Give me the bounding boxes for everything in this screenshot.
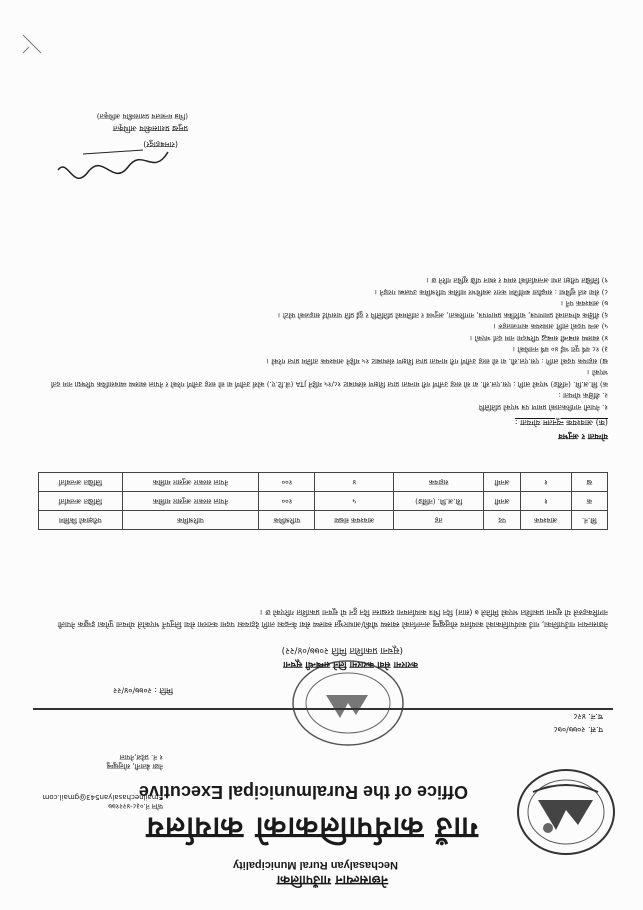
notice-subtitle: (सूचना प्रकाशित मिति २०७७/०४/२२) bbox=[281, 645, 403, 655]
table-row bbox=[39, 473, 608, 492]
list-item: ९) लिखित परीक्षा तथा अन्तर्वार्ताको समय र स्थान पछि सूचित गरिने छ । bbox=[426, 276, 608, 285]
list-item: ५) अन्य पदको लागि आवश्यक कागजातहरु । bbox=[493, 322, 608, 331]
table-cell: क bbox=[571, 492, 607, 511]
table-header-cell: पद bbox=[484, 511, 521, 530]
header-divider bbox=[33, 708, 613, 710]
list-item: ख) सहायक पदको लागि : एस.एल.सी. वा सो सरह उत्तीर्ण गरी मान्यता प्राप्त शिक्षण संस्थाबाट १५ महिने आवश्यक तालिम प्राप्त गरेको । bbox=[266, 357, 608, 365]
notice-paragraph: नेछासल्यान गाउँपालिका, गाउँ कार्यपालिकाको कार्यालय सोलुखुम्बु अन्तर्गतको स्वास्थ्य चौकी/आधारभूत स्वास्थ्य सेवा केन्द्रका लागि देहायका पदमा करारमा सेवा लिनुपर्ने भएकोले योग्यता पुगेका इच्छुक नेपाली नागरिकहरुले यो सूचना प्रकाशित भएको मितिले ७ (सात) दिन भित्र कार्यालयमा दरखास्त दिन हुन यो सूचना प्रकाशित गरिएको छ । bbox=[57, 608, 608, 629]
province-line: १ नं. प्रदेश,नेपाल bbox=[119, 753, 163, 761]
notice-title: करारमा सेवा करारमा लिने सम्बन्धी सूचना bbox=[283, 659, 418, 669]
table-header-row bbox=[39, 511, 608, 530]
table-cell: १०० bbox=[259, 492, 315, 511]
list-item: ८) सेवा शर्त सुविधा : सम्झौता बमोजिम करार अवधिभर मासिक पारिश्रमिक उपलब्ध गराइने । bbox=[374, 288, 608, 296]
requirements-title: योग्यता र अनुभव bbox=[558, 432, 608, 441]
table-header-cell: तह bbox=[394, 511, 484, 530]
list-item: ४) स्वास्थ्य सम्बन्धी सम्बद्ध परिषदमा नाम दर्ता भएको । bbox=[469, 334, 608, 342]
dispatch-number: च.नं. ४२८ bbox=[573, 712, 603, 721]
table-header-cell: सि.नं. bbox=[571, 511, 607, 530]
table-cell: ख bbox=[571, 473, 607, 492]
table-cell: लिखित अन्तर्वार्ता bbox=[39, 473, 123, 492]
list-item: ६) शैक्षिक योग्यताको प्रमाणपत्र, चारित्रिक प्रमाणपत्र, नागरिकता, अनुभव र तालिमको प्रतिलिपि र दुई प्रति पासपोर्ट साइजको फोटो । bbox=[278, 311, 608, 319]
table-cell: ४ bbox=[315, 473, 394, 492]
notice-date: मिति : २०७७/०४/२२ bbox=[113, 686, 173, 695]
table-cell: ५ bbox=[315, 492, 394, 511]
table-cell: १ bbox=[521, 473, 572, 492]
contact-block bbox=[43, 792, 163, 810]
list-item: ७) आवश्यक पर्ने । bbox=[560, 299, 608, 308]
org-name-english: Nechasalyan Rural Municipality bbox=[232, 859, 398, 871]
list-item: २. शैक्षिक योग्यता : bbox=[558, 391, 608, 400]
table-cell: १०० bbox=[259, 473, 315, 492]
municipality-emblem-icon bbox=[513, 765, 618, 860]
table-cell: लिखित अन्तर्वार्ता bbox=[39, 492, 123, 511]
list-item: १. नेपाली नागरिकताको प्रमाण पत्र भएको प्रतिलिपि bbox=[478, 403, 608, 411]
org-name-nepali: नेछासल्यान गाउँपालिका bbox=[276, 872, 388, 887]
requirements-list bbox=[38, 274, 608, 412]
table-cell: अनमी bbox=[484, 492, 521, 511]
table-cell: सहायक bbox=[394, 473, 484, 492]
signatory-subrole: (भिन्न मन्त्रालय प्रशासकीय अधिकृत) bbox=[96, 112, 188, 120]
address-block bbox=[107, 752, 163, 770]
table-header-cell: पारिश्रमिक bbox=[259, 511, 315, 530]
table-header-cell: आवश्यक bbox=[521, 511, 572, 530]
table-cell: नेपाल सरकार अनुसार मासिक bbox=[122, 473, 259, 492]
phone-number: फोन नं.०३८-४२२१७७ bbox=[108, 802, 163, 810]
office-title-nepali: गाउँ कार्यपालिकाको कार्यालय bbox=[145, 810, 478, 845]
table-header-cell: पारिश्रमिक bbox=[122, 511, 259, 530]
scan-corner-mark-icon bbox=[21, 33, 43, 55]
list-item: क) सि.अ.मि. (नर्सिङ) भएको लागि : एस.एल.सी. वा सो सरह उत्तीर्ण गरी मान्यता प्राप्त शिक्षण संस्थाबाट १८/१५ महिने JTA (जे.टि.ए.) कोर्स उत्तीर्ण वा सो सरह उत्तीर्ण गरेको र नेपाल स्वास्थ्य व्यावसायिक परिषद्मा नाम दर्ता भएको । bbox=[50, 368, 608, 388]
table-cell: अनमी bbox=[484, 473, 521, 492]
office-title-english: Office of the Ruralmunicipal Executive bbox=[138, 782, 468, 802]
table-header-cell: आवश्यक संख्या bbox=[315, 511, 394, 530]
table-cell: १ bbox=[521, 492, 572, 511]
signatory-role: प्रमुख प्रशासकीय अधिकृत bbox=[112, 124, 188, 133]
table-row bbox=[39, 492, 608, 511]
address-line: नेछा बेतानी, सोलुखुम्बु bbox=[106, 762, 163, 770]
table-cell: सि.अ.मि. (नर्सिङ) bbox=[394, 492, 484, 511]
reference-number: प.सं. २०७७/०७८ bbox=[553, 725, 603, 734]
table-header-cell: परीक्षाको किसिम bbox=[39, 511, 123, 530]
signatory-name: (रामबहादुर) bbox=[143, 140, 178, 149]
table-cell: नेपाल सरकार अनुसार मासिक bbox=[122, 492, 259, 511]
email-address: Emailnechasalyan543@gmail.com bbox=[42, 793, 163, 801]
requirements-subtitle: (क) आवश्यक न्यूनतम योग्यता : bbox=[514, 418, 608, 427]
vacancy-table bbox=[38, 472, 608, 530]
list-item: ३) १८ वर्ष पूरा भई ४० वर्ष ननाघेको । bbox=[512, 345, 608, 354]
